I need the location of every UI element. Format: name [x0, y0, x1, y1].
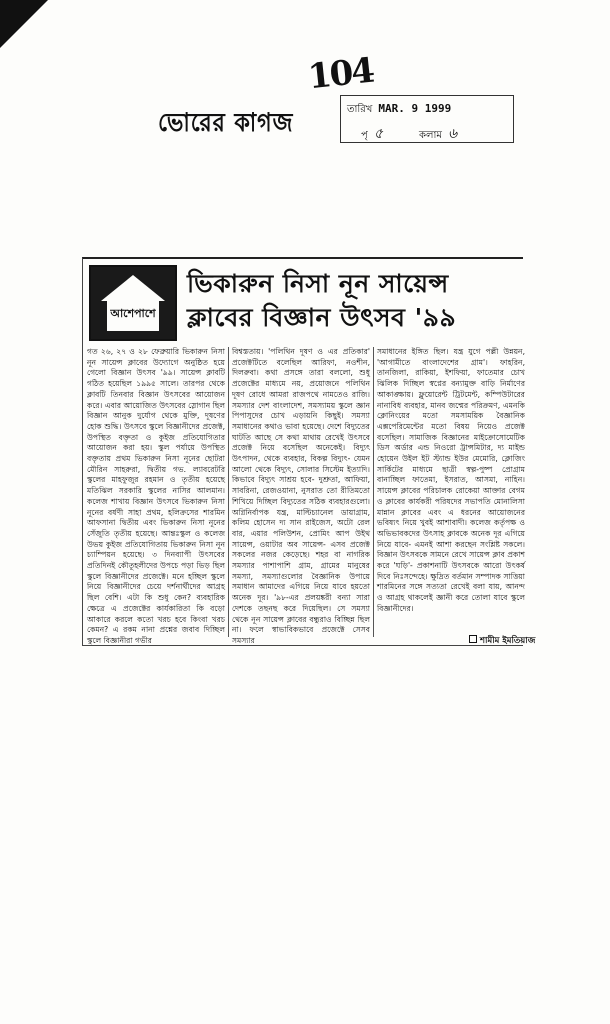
newspaper-clipping — [82, 257, 536, 646]
article-headline — [187, 267, 521, 335]
newspaper-masthead: ভোরের কাগজ — [158, 108, 294, 138]
article-byline — [469, 634, 535, 648]
column-divider — [228, 347, 229, 637]
stamp-page-label: পৃ — [361, 130, 368, 141]
column-divider — [373, 347, 374, 637]
page-corner-fold — [0, 0, 48, 48]
stamp-page-value: ৫ — [373, 126, 383, 142]
section-logo — [89, 265, 177, 341]
stamp-column-value: ৬ — [447, 126, 458, 142]
headline-line-1: ভিকারুন নিসা নূন সায়েন্স — [187, 269, 449, 298]
handwritten-page-number: 104 — [306, 50, 375, 98]
checkbox-icon — [469, 635, 477, 643]
house-icon — [101, 275, 165, 301]
stamp-column-label: কলাম — [419, 130, 442, 141]
date-stamp — [340, 95, 514, 143]
article-column-2: বিশ্বস্ততায়। 'পলিথিন দূষণ ও এর প্রতিকার' প্রজেক্টটিতে বলেছিল আরিফা, নওশীন, দিলরুবা। কথা প্রসঙ্গে তারা বললো, শুধু প্রজেক্টের মাধ্যমে নয়, প্রয়োজনে পলিথিন দূষণ রোধে আমরা রাজপথে নামতেও রাজি। সমস্যার দেশ বাংলাদেশ, সমস্যাময় স্কুলে জ্ঞান পিপাসুদের চোখ এড়ায়নি কিছুই। সমস্যা সমাধানের কথাও ভাবা হয়েছে। দেশে বিদ্যুতের ঘাটতি আছে সে কথা মাথায় রেখেই উৎসবে প্রজেক্ট নিয়ে বসেছিল অনেকেই। বিদ্যুৎ উৎপাদন, থেকে ব্যবহার, বিকল্প বিদ্যুৎ- যেমন আলো থেকে বিদ্যুৎ, সোলার সিস্টেম ইত্যাদি। কিভাবে বিদ্যুৎ সাশ্রয় হবে- দুশ্রুতা, আফিয়া, সাবরিনা, রেজওয়ানা, নুসরাত তো রীতিমতো শিখিয়ে দিচ্ছিল বিদ্যুতের সঠিক ব্যবহারগুলো। অগ্নিনির্বাপক যন্ত্র, মাল্টিচ্যানেল ডায়াগ্রাম, কলিম হোসেন দ্য সান রাইজেস, অটো রেল বার, এয়ার পলিউশন, প্রোমিং আপ উইথ সায়েন্স, ওয়াটার অব সায়েন্স- এসব প্রজেক্ট সকলের নজর কেড়েছে। শহর বা নাগরিক সমস্যার পাশাপাশি গ্রাম, গ্রামের মানুষের সমস্যা, সমস্যাগুলোর বৈজ্ঞানিক উপায়ে সমাধান আমাদের এগিয়ে নিয়ে যাবে হয়তো অনেক দূর। '৯৮-এর প্রলয়ঙ্করী বন্যা সারা দেশকে তছনছ করে দিয়েছিল। সে সমস্যা থেকে নূন সায়েন্স ক্লাবের বন্ধুরাও বিচ্ছিন্ন ছিল না। ফলে স্বাভাবিকভাবে প্রজেক্টে সেসব সমস্যার — [232, 347, 370, 645]
article-column-3: সমাধানের ইঙ্গিত ছিল। যন্ত্র যুগে পল্লী উন্নয়ন, 'আগামীতে বাংলাদেশের গ্রাম'। ফাহরিন, তানজিলা, রাকিয়া, ইশফিয়া, ফাতেমার চোখ ঝিলিক দিচ্ছিল স্বপ্নের বন্যামুক্ত বাড়ি নির্মাণের আকাঙ্ক্ষায়। ফ্লুয়োরেন্ট ট্রিটমেন্ট, কম্পিউটারের নানাবিধ ব্যবহার, মানব জন্মের পরিক্রমণ, এমনকি ক্লোনিংয়ের মতো সমসাময়িক বৈজ্ঞানিক এক্সপেরিমেন্টের মতো বিষয় নিয়েও প্রজেক্ট বসেছিল। সামাজিক বিজ্ঞানের মাইক্রোসোমেটিক ডিস অর্ডার এন্ড নিওরো ট্রান্সমিটার, দ্য মাইন্ড হোয়েন উইল ইট স্ট্যান্ড ইউর মেমোরি, ক্লোজিং সার্কিটের মাধ্যমে ছাত্রী স্বল্প-পুষ্প প্রোগ্রাম বানাচ্ছিল ফাতেমা, ইসরাত, আসমা, নাহিন। সায়েন্স ক্লাবের পরিচালক রোকেয়া আক্তার বেগম ও ক্লাবের কার্যকরী পরিষদের সভাপতি মোনালিসা মান্নান ক্লাবের এবং এ ধরনের আয়োজনের ভবিষ্যৎ নিয়ে খুবই আশাবাদী। কলেজ কর্তৃপক্ষ ও অভিভাবকদের উৎসাহ ক্লাবকে অনেক দূর এগিয়ে নিয়ে যাবে- এমনই আশা করছেন সংশ্লিষ্ট সকলে। বিজ্ঞান উৎসবকে সামনে রেখে সায়েন্স ক্লাব প্রকাশ করে 'ঘড়ি'- প্রকাশনাটি উৎসবকে আরো উৎকর্ষ দিবে নিঃসন্দেহে। ক্ষুদ্রিত বর্তমান সম্পাদক সাত্তিয়া শারমিনের সঙ্গে সত্যতা রেখেই বলা যায়, আনন্দ ও আগ্রহ থাকলেই জ্ঞানী করে তোলা যাবে স্কুলে বিজ্ঞানীদের। — [377, 347, 525, 613]
byline-author: শামীম ইমতিয়াজ — [480, 636, 536, 646]
headline-line-2: ক্লাবের বিজ্ঞান উৎসব '৯৯ — [187, 303, 457, 332]
stamp-date: MAR. 9 1999 — [378, 102, 452, 115]
article-column-1: গত ২৬, ২৭ ও ২৮ ফেব্রুয়ারি ভিকারুন নিসা নূন সায়েন্স ক্লাবের উদ্যোগে অনুষ্ঠিত হয়ে গেলো বিজ্ঞান উৎসব '৯৯। সায়েন্স ক্লাবটি গঠিত হয়েছিল ১৯৯৫ সালে। তারপর থেকে ক্লাবটি তিনবার বিজ্ঞান উৎসবের আয়োজন করে। এবার আয়োজিত উৎসবের স্লোগান ছিল বিজ্ঞান আনুক দুর্যোগ থেকে মুক্তি, দূষণের হোক শুদ্ধি। উৎসবে স্কুলে বিজ্ঞানীদের প্রজেক্ট, উপস্থিত বক্তৃতা ও কুইজ প্রতিযোগিতার আয়োজন করা হয়। স্কুল পর্যায়ে উপস্থিত বক্তৃতায় প্রথম ভিকারুন নিসা নূনের ছোটরা মৌরিন সাহরুরা, দ্বিতীয় গভ. ল্যাবরেটরি স্কুলের মাহফুজুর রহমান ও তৃতীয় হয়েছে মতিঝিল সরকারি স্কুলের নাসির আলমান। কলেজ শাখায় বিজ্ঞান উৎসবে ভিকারুন নিসা নূনের বর্ষণী সাহা প্রথম, হলিক্রসের শারমিন আফসানা দ্বিতীয় এবং ভিকারুন নিসা নূনের সেঁজুতি তৃতীয় হয়েছে। আন্তঃস্কুল ও কলেজ উভয় কুইজ প্রতিযোগিতায় ভিকারুন নিসা নূন চ্যাম্পিয়ন হয়েছে। ৩ দিনব্যাপী উৎসবের প্রতিদিনই কৌতূহলীদের উপচে পড়া ভিড় ছিল স্কুলে বিজ্ঞানীদের প্রজেক্টে। মনে হচ্ছিল স্কুলে নিয়ে বিজ্ঞানীদের চেয়ে দর্শনার্থীদের আগ্রহ ছিল বেশি। এটা কি শুধু কেন? ব্যবহারিক ক্ষেত্রে এ প্রজেক্টের কার্যকারিতা কি বড়ো আকারে করলে কতো খরচ হবে কিংবা খরচ কেমন? এ রকম নানা প্রশ্নের জবাব দিচ্ছিল স্কুলে বিজ্ঞানীরা গভীর — [87, 347, 225, 645]
stamp-date-prefix: তারিখ — [347, 104, 373, 115]
section-logo-text: আশেপাশে — [110, 307, 156, 320]
